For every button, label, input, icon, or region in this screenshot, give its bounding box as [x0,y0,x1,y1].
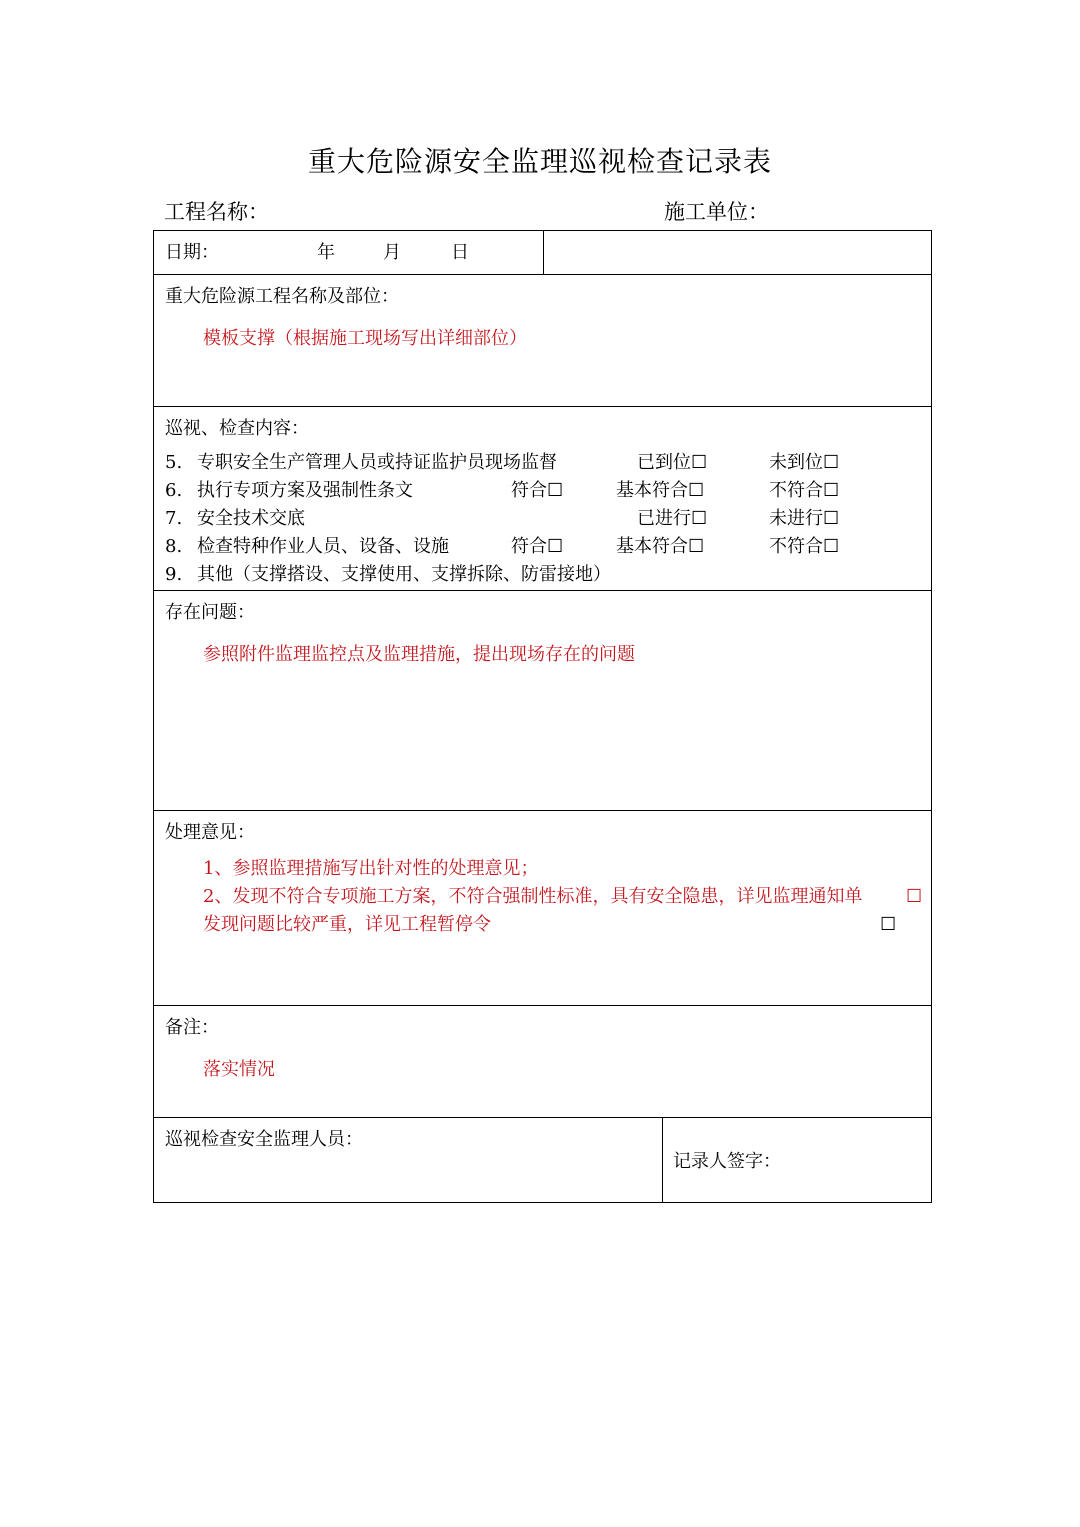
recorder-label: 记录人签字： [673,1151,781,1172]
divider [662,1117,663,1203]
divider [154,1005,931,1006]
divider [154,406,931,407]
item-number: 8. [165,536,183,557]
hazard-label: 重大危险源工程名称及部位： [165,286,399,307]
date-year: 年 [317,242,335,263]
item-text: 其他（支撑搭设、支撑使用、支撑拆除、防雷接地） [197,564,611,585]
divider [543,231,544,274]
item-option-checkbox[interactable]: 基本符合☐ [616,536,705,557]
divider [154,1117,931,1118]
suspension-checkbox[interactable]: ☐ [880,914,897,935]
opinion-line-3: 发现问题比较严重，详见工程暂停令 [203,914,491,935]
item-option-checkbox[interactable]: 不符合☐ [769,536,840,557]
date-label: 日期： [165,242,219,263]
divider [154,590,931,591]
project-name-label: 工程名称： [164,200,269,224]
item-option-checkbox[interactable]: 不符合☐ [769,480,840,501]
item-option-checkbox[interactable]: 未到位☐ [769,452,840,473]
opinion-line-2: 2、发现不符合专项施工方案，不符合强制性标准，具有安全隐患，详见监理通知单 [203,886,863,907]
date-day: 日 [451,242,469,263]
item-text: 执行专项方案及强制性条文 [197,480,413,501]
contractor-label: 施工单位： [664,200,769,224]
record-table [153,230,932,1203]
item-option-checkbox[interactable]: 已到位☐ [637,452,708,473]
item-number: 6. [165,480,183,501]
item-number: 7. [165,508,183,529]
divider [154,274,931,275]
item-text: 专职安全生产管理人员或持证监护员现场监督 [197,452,557,473]
issues-hint: 参照附件监理监控点及监理措施，提出现场存在的问题 [203,644,635,665]
inspection-label: 巡视、检查内容： [165,418,309,439]
item-option-checkbox[interactable]: 符合☐ [511,536,564,557]
divider [154,810,931,811]
item-text: 检查特种作业人员、设备、设施 [197,536,449,557]
item-option-checkbox[interactable]: 符合☐ [511,480,564,501]
notice-checkbox[interactable]: ☐ [906,886,923,907]
page-title: 重大危险源安全监理巡视检查记录表 [307,145,772,178]
item-number: 9. [165,564,183,585]
issues-label: 存在问题： [165,602,255,623]
item-option-checkbox[interactable]: 未进行☐ [769,508,840,529]
inspector-label: 巡视检查安全监理人员： [165,1129,363,1150]
date-month: 月 [383,242,401,263]
item-option-checkbox[interactable]: 基本符合☐ [616,480,705,501]
item-number: 5. [165,452,183,473]
item-option-checkbox[interactable]: 已进行☐ [637,508,708,529]
item-text: 安全技术交底 [197,508,305,529]
remarks-hint: 落实情况 [203,1059,275,1080]
hazard-hint: 模板支撑（根据施工现场写出详细部位） [203,328,527,349]
opinion-label: 处理意见： [165,822,255,843]
opinion-line-1: 1、参照监理措施写出针对性的处理意见； [203,858,539,879]
remarks-label: 备注： [165,1017,219,1038]
